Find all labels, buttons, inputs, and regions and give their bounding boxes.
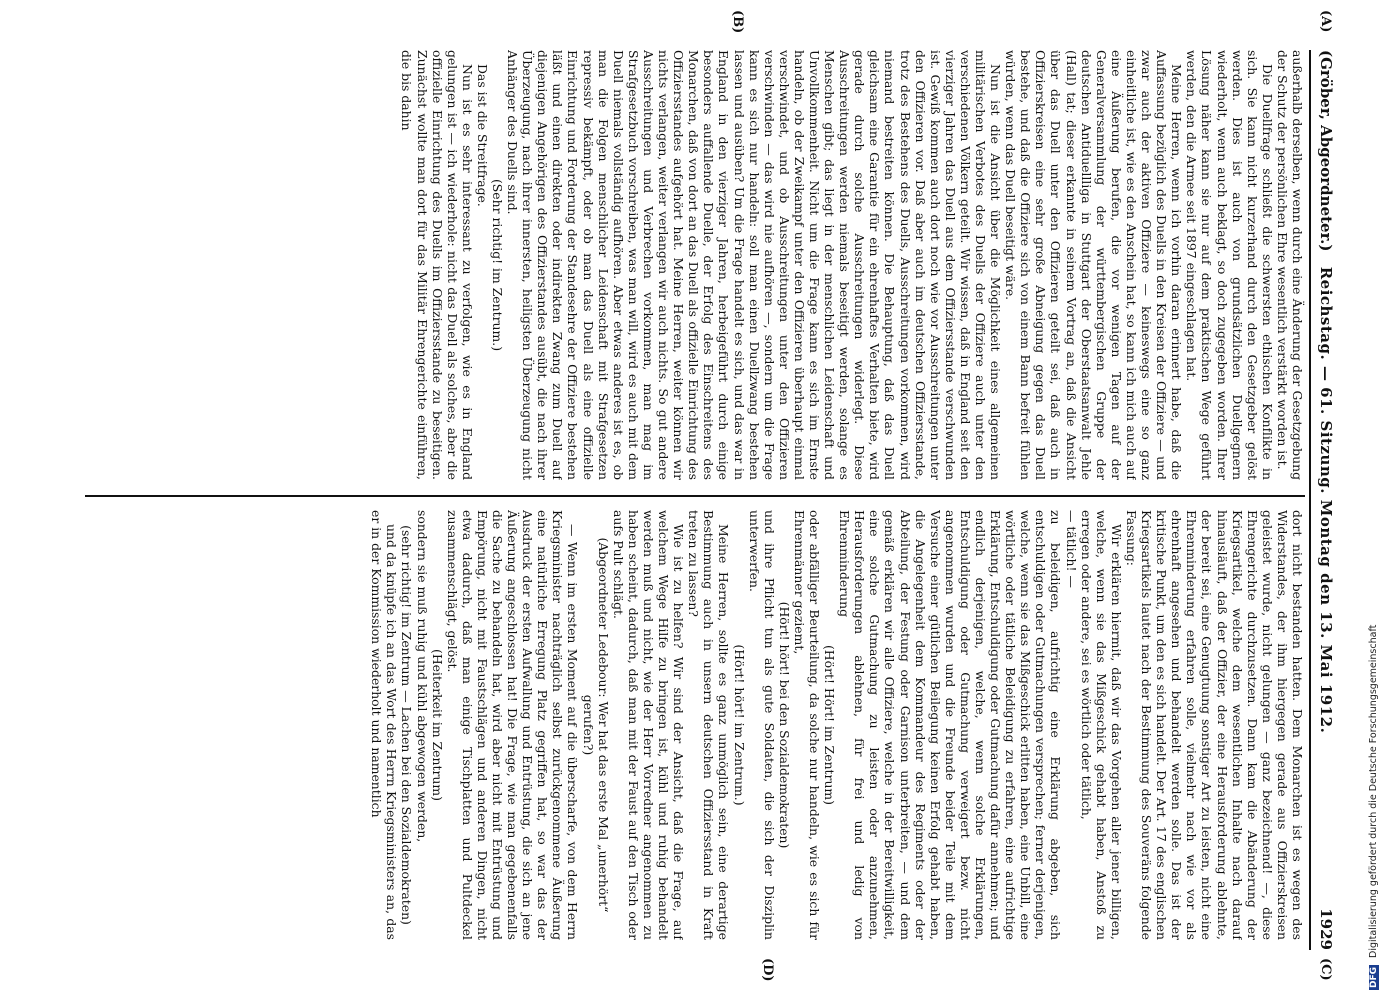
interjection: (Hört! Hört! im Zentrum) (822, 644, 838, 806)
quote-paragraph: Wir erklären hiermit, daß wir das Vorgehen aller jener billigen, welche, wenn sie das Mißgeschick gehabt haben, Anstoß zu erregen oder andere, sei es wörtlich oder tätlich, (1078, 510, 1124, 940)
page-header (1313, 50, 1335, 950)
quote-paragraph: oder abfälliger Beurteilung, da solche nur handeln, wie es sich für Ehrenmänner geziemt, (791, 510, 822, 940)
paragraph: außerhalb derselben, wenn durch eine Änderung der Gesetzgebung der Schutz der persönlichen Ehre wesentlich verstärkt worden ist. (1274, 50, 1305, 480)
funding-note (1368, 0, 1382, 990)
paragraph: Meine Herren, wenn ich vorhin daran erinnert habe, daß die Auffassung bezüglich des Duells in den Kreisen der Offiziere — und zwar auch der aktiven Offiziere — keineswegs eine so ganz einheitliche ist, wie es den Anschein hat, so kann ich mich auch auf eine Äußerung berufen, die vor wenigen Tagen auf der Generalversammlung der württembergischen Gruppe der deutschen Antiduellliga in Stuttgart der Oberstaatsanwalt Jehle (Hall) tat; dieser erkannte in seinem Vortrag an, daß die Ansicht über das Duell unter den Offizieren geteilt sei, daß auch in Offizierskreisen eine sehr große Abneigung gegen das Duell bestehe, und daß die Offiziere sich von einem Bann befreit fühlen würden, wenn das Duell beseitigt wäre. (1003, 50, 1185, 480)
header-rule (1309, 50, 1311, 950)
paragraph: sondern sie muß ruhig und kühl abgewogen werden, (414, 510, 430, 843)
page-number: 1929 (1317, 908, 1335, 950)
interjection: (sehr richtig! im Zentrum — Lachen bei den Sozialdemokraten) (399, 525, 415, 925)
paragraph: Wie ist zu helfen? Wir sind der Ansicht, daß die Frage, auf welchem Wege Hilfe zu bringen ist, kühl und ruhig behandelt werden muß und nicht, wie der Herr Vorredner angenommen zu haben scheint, dadurch, daß man mit der Faust auf den Tisch oder aufs Pult schlägt. (610, 510, 687, 940)
paragraph: Nun ist es sehr interessant zu verfolgen, wie es in England gelungen ist — ich wiederhole: nicht das Duell als solches, aber die offizielle Einrichtung des Duells im Offiziersstande zu beseitigen. Zunächst wollte man dort für das Militär Ehrengerichte einführen, die bis dahin (399, 50, 475, 480)
column-divider (85, 495, 1305, 497)
text-column-right (85, 510, 1305, 940)
margin-marker-b: (B) (730, 10, 745, 34)
interjection: — tätlich! — (1063, 510, 1079, 588)
dfg-logo: DFG (1369, 966, 1379, 988)
speaker-tag: (Gröber, Abgeordneter.) (1317, 50, 1335, 252)
quote-paragraph: zu beleidigen, aufrichtig eine Erklärung abgeben, sich entschuldigen oder Gutmachungen versprechen; ferner derjenigen, welche, wenn sie das Mißgeschick erlitten haben, eine Unbill, eine wörtliche oder tätliche Beleidigung zu erfahren, eine aufrichtige Erklärung, Entschuldigung oder Gutmachung dafür annehmen; und endlich derjenigen, welche, wenn solche Erklärungen, Entschuldigung oder Gutmachung verweigert bezw. nicht angenommen wurden und die Freunde beider Teile mit dem Versuche einer gütlichen Beilegung keinen Erfolg gehabt haben, die Angelegenheit dem Kommandeur des Regiments oder der Abteilung, der Festung oder Garnison unterbreiten, — und dem gemäß erklären wir alle Offiziere, welche in der Bereitwilligkeit, eine solche Gutmachung zu leisten oder anzunehmen, Herausforderungen ablehnen, für frei und ledig von Ehrenminderung (837, 510, 1064, 940)
margin-marker-a: (A) (1318, 10, 1333, 33)
interjection: (Abgeordneter Ledebour: Wer hat das erste Mal „unerhört“ gerufen?) (580, 537, 611, 913)
margin-marker-d: (D) (760, 958, 775, 982)
interjection: (Hört! hört! bei den Sozialdemokraten) (776, 601, 792, 849)
paragraph: und da knüpfe ich an das Wort des Herrn Kriegsministers an, das er in der Kommission wiederholt und namentlich (369, 510, 400, 940)
text-column-left (85, 50, 1305, 480)
paragraph: dort nicht bestanden hatten. Dem Monarchen ist es wegen des Widerstandes, der ihm hiergegen gerade aus Offizierskreisen geleistet wurde, nicht gelungen — ganz bezeichnend! —, diese Ehrengerichte durchzusetzen. Dann kam die Abänderung der Kriegsartikel, welche dem wesentlichen Inhalte nach darauf hinausläuft, daß der Offizier, der eine Herausforderung ablehnte, der bereit sei, eine Genugtuung sonstiger Art zu leisten, nicht eine Ehrenminderung erfahren solle, vielmehr nach wie vor als ehrenhaft angesehen und behandelt werden solle. Das ist der kritische Punkt, um den es sich handelt. Der Art. 17 des englischen Kriegsartikels lautet nach der Bestimmung des Souveräns folgende Fassung: (1123, 510, 1305, 940)
document-page (65, 10, 1335, 982)
page-title: Reichstag. — 61. Sitzung. Montag den 13. Mai 1912. (1317, 266, 1335, 734)
interjection: (Sehr richtig! im Zentrum.) (490, 178, 506, 352)
interjection: (Heiterkeit im Zentrum) (429, 649, 445, 801)
paragraph: Nun ist die Ansicht über die Möglichkeit eines allgemeinen militärischen Verbotes des Duells der Offiziere auch unter den verschiedenen Völkern geteilt. Wir wissen, daß in England seit den vierziger Jahren das Duell aus dem Offiziersstande verschwunden ist. Gewiß kommen auch dort noch wie vor Ausschreitungen unter den Offizieren vor. Daß aber auch im deutschen Offiziersstande, trotz des Bestehens des Duells, Ausschreitungen vorkommen, wird niemand bestreiten können. Die Behauptung, daß das Duell gleichsam eine Garantie für ein ehrenhaftes Verhalten biete, wird gerade durch solche Ausschreitungen widerlegt. Diese Ausschreitungen werden niemals beseitigt werden, solange es Menschen gibt; das liegt in der menschlichen Leidenschaft und Unvollkommenheit. Nicht um die Frage kann es sich im Ernste handeln, ob der Zweikampf unter den Offizieren überhaupt einmal verschwindet, und ob Ausschreitungen unter den Offizieren verschwinden — das wird nie aufhören —, sondern um die Frage kann es sich nur handeln: soll man einen Duellzwang bestehen lassen und ausüben? Um die Frage handelt es sich, und das war in England in den vierziger Jahren, herbeigeführt durch einige besonders auffallende Duelle, der Erfolg des Einschreitens des Monarchen, daß von dort an das Duell als offizielle Einrichtung des Offiziersstandes aufgehört hat. Meine Herren, weiter können wir nichts verlangen, weiter verlangen wir auch nichts. So gut andere Ausschreitungen und Verbrechen vorkommen, man mag im Strafgesetzbuch vorschreiben, was man will, wird es auch mit dem Duell niemals vollständig aufhören. Aber etwas anderes ist es, ob man die Folgen menschlicher Leidenschaft mit Strafgesetzen repressiv bekämpft, oder ob man das Duell als eine offizielle Einrichtung und Forderung der Standesehre der Offiziere bestehen läßt und einen direkten oder indirekten Zwang zum Duell auf diejenigen Angehörigen des Offizierstandes ausübt, die nach ihrer Überzeugung, nach ihrer innersten, heiligsten Überzeugung nicht Anhänger des Duells sind. (505, 50, 1004, 480)
paragraph: Das ist die Streitfrage. (474, 64, 490, 207)
funding-text: Digitalisierung gefördert durch die Deutsche Forschungsgemeinschaft (1368, 624, 1379, 958)
paragraph: Die Duellfrage schließt die schwersten ethischen Konflikte in sich. Sie kann nicht kurzerhand durch den Gesetzgeber gelöst werden. Dies ist auch von grundsätzlichen Duellgegnern wiederholt, wenn auch beklagt, so doch zugegeben worden. Ihrer Lösung näher kann sie nur auf dem praktischen Wege geführt werden, den die Armee seit 1897 eingeschlagen hat. (1184, 50, 1275, 480)
interjection: (Hört! hört! im Zentrum.) (731, 644, 747, 806)
paragraph: — Wenn im ersten Moment auf die überscharfe, von dem Herrn Kriegsminister nachträglich selbst zurückgenommene Äußerung eine natürliche Erregung Platz gegriffen hat, so war das der Ausdruck der ersten Aufwallung und Entrüstung, die sich an jene Äußerung angeschlossen hat! Die Frage, wie man gegebenenfalls die Sache zu behandeln hat, wird aber nicht mit Entrüstung und Empörung, nicht mit Faustschlägen und anderen Dingen, nicht etwa dadurch, daß man einige Tischplatten und Pultdeckel zusammenschlägt, gelöst. (444, 510, 581, 940)
quote-paragraph: und ihre Pflicht tun als gute Soldaten, die sich der Disziplin unterwerfen. (746, 510, 777, 940)
paragraph: Meine Herren, sollte es ganz unmöglich sein, eine derartige Bestimmung auch in unsern deutschen Offiziersstand in Kraft treten zu lassen? (686, 510, 732, 940)
margin-marker-c: (C) (1318, 958, 1333, 981)
